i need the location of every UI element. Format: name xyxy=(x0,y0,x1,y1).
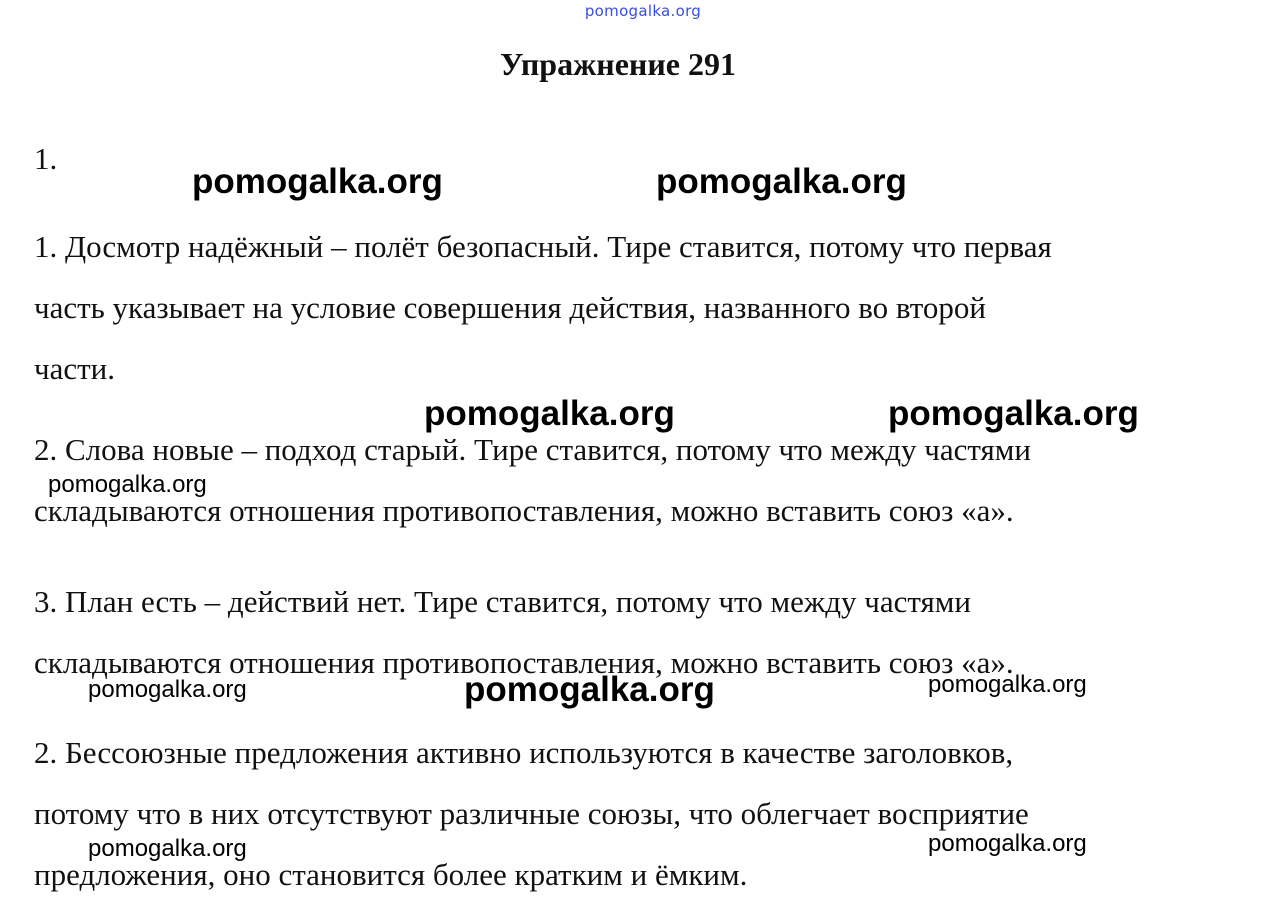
watermark: pomogalka.org xyxy=(888,394,1139,433)
paragraph-line: часть указывает на условие совершения действия, названного во второй xyxy=(34,290,987,325)
paragraph-line: 3. План есть – действий нет. Тире ставится, потому что между частями xyxy=(34,584,971,619)
answer-paragraph-1 xyxy=(34,216,1234,399)
watermark: pomogalka.org xyxy=(192,162,443,201)
site-link[interactable]: pomogalka.org xyxy=(584,2,702,20)
watermark: pomogalka.org xyxy=(88,835,247,862)
paragraph-line: части. xyxy=(34,351,115,386)
paragraph-line: предложения, оно становится более кратким и ёмким. xyxy=(34,857,748,892)
watermark: pomogalka.org xyxy=(656,162,907,201)
watermark: pomogalka.org xyxy=(48,471,207,498)
paragraph-line: 2. Слова новые – подход старый. Тире ставится, потому что между частями xyxy=(34,432,1031,467)
page-title: Упражнение 291 xyxy=(499,46,736,82)
answer-paragraph-4 xyxy=(34,722,1234,905)
answer-paragraph-2 xyxy=(34,419,1234,541)
paragraph-line: 2. Бессоюзные предложения активно используются в качестве заголовков, xyxy=(34,735,1014,770)
paragraph-line: потому что в них отсутствуют различные союзы, что облегчает восприятие xyxy=(34,796,1029,831)
watermark: pomogalka.org xyxy=(928,830,1087,857)
section-number: 1. xyxy=(34,141,58,176)
paragraph-line: складываются отношения противопоставления, можно вставить союз «а». xyxy=(34,493,1014,528)
paragraph-line: складываются отношения противопоставления, можно вставить союз «а». xyxy=(34,645,1014,680)
watermark: pomogalka.org xyxy=(88,676,247,703)
watermark: pomogalka.org xyxy=(928,671,1087,698)
watermark: pomogalka.org xyxy=(424,394,675,433)
paragraph-line: 1. Досмотр надёжный – полёт безопасный. Тире ставится, потому что первая xyxy=(34,229,1052,264)
watermark: pomogalka.org xyxy=(464,670,715,709)
